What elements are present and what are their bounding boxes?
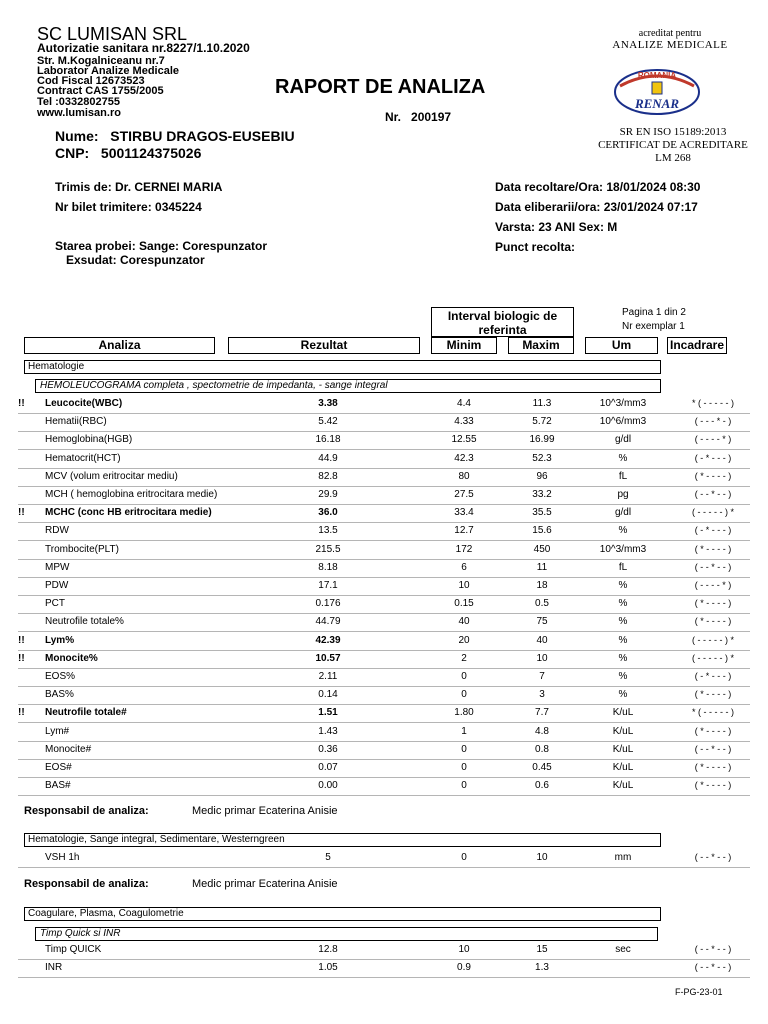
row-class: ( * - - - - ) xyxy=(694,470,732,481)
row-um: 10^3/mm3 xyxy=(599,398,647,409)
report-number-label: Nr. xyxy=(385,110,402,124)
row-max: 10 xyxy=(536,852,548,863)
row-max: 11.3 xyxy=(532,398,552,409)
row-um: % xyxy=(618,616,628,628)
row-flag: !! xyxy=(18,652,25,664)
row-result: 12.8 xyxy=(318,944,338,955)
row-name: Leucocite(WBC) xyxy=(45,398,123,409)
row-class: ( - - * - - ) xyxy=(694,489,732,499)
row-result: 0.36 xyxy=(318,743,338,755)
row-name: INR xyxy=(45,962,63,973)
patient-cnp xyxy=(55,145,201,161)
row-um: pg xyxy=(617,489,629,500)
row-class: ( - * - - - ) xyxy=(694,525,732,536)
report-number-value: 200197 xyxy=(411,110,452,124)
row-class: ( - - * - - ) xyxy=(694,561,732,572)
row-name: BAS# xyxy=(45,780,71,792)
row-min: 42.3 xyxy=(454,452,474,464)
company-address: Str. M.Kogalniceanu nr.7 xyxy=(37,55,165,67)
row-result: 44.79 xyxy=(315,616,341,628)
age-sex: Varsta: 23 ANI Sex: M xyxy=(495,220,618,234)
table-row xyxy=(18,613,750,632)
row-result: 0.14 xyxy=(318,689,338,701)
row-result: 1.43 xyxy=(318,725,338,737)
row-min: 1.80 xyxy=(454,707,474,719)
row-min: 1 xyxy=(461,725,467,737)
table-row xyxy=(18,395,750,414)
row-min: 4.4 xyxy=(457,398,471,409)
row-class: ( * - - - - ) xyxy=(694,543,732,554)
ticket-number: Nr bilet trimitere: 0345224 xyxy=(55,200,202,214)
row-max: 3 xyxy=(539,689,545,701)
row-name: MPW xyxy=(45,561,70,573)
table-row xyxy=(18,413,750,432)
row-um: g/dl xyxy=(614,507,632,519)
row-class: ( - - - - * ) xyxy=(694,434,732,445)
page-number: Pagina 1 din 2 xyxy=(622,307,686,318)
table-row xyxy=(18,595,750,614)
row-result: 5.42 xyxy=(318,416,338,428)
table-row xyxy=(18,559,750,578)
row-min: 0.9 xyxy=(457,962,471,973)
row-min: 20 xyxy=(458,634,470,646)
table-row xyxy=(18,504,750,523)
row-max: 96 xyxy=(536,470,548,482)
row-name: PCT xyxy=(45,598,65,610)
table-row xyxy=(18,577,750,596)
row-max: 18 xyxy=(536,580,548,591)
row-result: 0.00 xyxy=(318,780,338,792)
col-header-um: Um xyxy=(585,337,658,354)
row-max: 0.45 xyxy=(532,762,552,773)
table-row xyxy=(18,450,750,469)
responsible-label: Responsabil de analiza: xyxy=(24,805,149,817)
table-row xyxy=(18,522,750,541)
row-class: ( - - * - - ) xyxy=(694,944,732,954)
row-name: EOS% xyxy=(45,671,76,682)
row-class: ( - - - - - ) * xyxy=(692,652,734,663)
row-um: 10^3/mm3 xyxy=(599,543,647,555)
section-vsh: Hematologie, Sange integral, Sedimentare, Westerngreen xyxy=(24,833,661,847)
report-title: RAPORT DE ANALIZA xyxy=(275,76,486,98)
row-min: 4.33 xyxy=(454,416,474,428)
table-row xyxy=(18,686,750,705)
row-flag: !! xyxy=(18,634,25,646)
row-max: 16.99 xyxy=(529,434,555,446)
row-max: 11 xyxy=(536,561,548,573)
row-um: g/dl xyxy=(614,434,632,446)
patient-name xyxy=(55,128,295,144)
row-max: 40 xyxy=(536,634,548,646)
table-row xyxy=(18,941,750,960)
row-name: Hematocrit(HCT) xyxy=(45,452,121,464)
row-name: Lym# xyxy=(45,725,70,737)
row-result: 17.1 xyxy=(318,580,338,591)
row-min: 12.7 xyxy=(454,525,474,537)
row-min: 0 xyxy=(461,671,467,682)
row-max: 75 xyxy=(536,616,548,628)
responsible-name: Medic primar Ecaterina Anisie xyxy=(192,878,338,890)
row-min: 0 xyxy=(461,852,467,863)
row-min: 0 xyxy=(461,762,467,773)
row-result: 42.39 xyxy=(315,634,341,646)
row-name: VSH 1h xyxy=(45,852,80,863)
row-flag: !! xyxy=(18,398,25,409)
row-max: 0.6 xyxy=(535,780,549,792)
row-max: 7.7 xyxy=(535,707,549,719)
row-min: 10 xyxy=(458,580,470,591)
row-max: 450 xyxy=(533,543,551,555)
section-coagulation: Coagulare, Plasma, Coagulometrie xyxy=(24,907,661,921)
company-phone: Tel :0332802755 xyxy=(37,96,120,108)
row-um: % xyxy=(618,652,628,664)
table-row xyxy=(18,959,750,978)
row-class: ( - - - - - ) * xyxy=(692,634,734,645)
row-um: % xyxy=(618,634,628,646)
company-fiscal-code: Cod Fiscal 12673523 xyxy=(37,75,145,87)
row-um: sec xyxy=(615,944,631,955)
row-min: 0 xyxy=(461,743,467,755)
row-result: 29.9 xyxy=(318,489,338,500)
table-row xyxy=(18,704,750,723)
interval-header: Interval biologic de referinta xyxy=(431,307,574,337)
row-um: % xyxy=(618,452,628,464)
row-um: K/uL xyxy=(612,725,634,737)
col-header-class: Incadrare xyxy=(667,337,727,354)
row-result: 2.11 xyxy=(318,671,338,682)
table-row xyxy=(18,486,750,505)
report-number xyxy=(385,110,451,124)
row-um: K/uL xyxy=(612,707,634,719)
row-max: 0.5 xyxy=(535,598,549,610)
responsible-label: Responsabil de analiza: xyxy=(24,878,149,890)
row-max: 35.5 xyxy=(532,507,552,519)
row-class: ( - - - - * ) xyxy=(694,580,732,590)
accreditation-main: ANALIZE MEDICALE xyxy=(612,39,728,51)
table-row xyxy=(18,632,750,651)
row-name: Monocite% xyxy=(45,652,98,664)
collection-date: Data recoltare/Ora: 18/01/2024 08:30 xyxy=(495,180,701,194)
row-um: K/uL xyxy=(612,743,634,755)
row-min: 33.4 xyxy=(454,507,474,519)
table-row xyxy=(18,777,750,796)
row-result: 13.5 xyxy=(318,525,338,537)
row-min: 6 xyxy=(461,561,467,573)
row-name: Neutrofile totale% xyxy=(45,616,124,628)
row-min: 80 xyxy=(458,470,470,482)
row-um: % xyxy=(618,525,628,537)
table-row-vsh xyxy=(18,849,750,868)
row-um: K/uL xyxy=(612,762,634,773)
section-hemoleucogram: HEMOLEUCOGRAMA completa , spectometrie de impedanta, - sange integral xyxy=(35,379,661,393)
sample-state: Starea probei: Sange: Corespunzator xyxy=(55,239,268,253)
row-max: 0.8 xyxy=(535,743,549,755)
row-result: 8.18 xyxy=(318,561,338,573)
row-class: ( * - - - - ) xyxy=(694,616,732,627)
row-class: ( - - * - - ) xyxy=(694,743,732,754)
row-name: Lym% xyxy=(45,634,75,646)
row-result: 44.9 xyxy=(318,452,338,464)
certificate-block xyxy=(578,126,768,165)
row-max: 10 xyxy=(536,652,548,664)
row-result: 16.18 xyxy=(315,434,341,446)
row-name: Trombocite(PLT) xyxy=(45,543,119,555)
row-max: 5.72 xyxy=(532,416,552,428)
certificate-standard: SR EN ISO 15189:2013 xyxy=(619,126,727,138)
section-quick-inr: Timp Quick si INR xyxy=(35,927,658,941)
row-flag: !! xyxy=(18,507,25,519)
row-max: 4.8 xyxy=(535,725,549,737)
table-row xyxy=(18,668,750,687)
row-class: ( * - - - - ) xyxy=(694,598,732,609)
row-um: mm xyxy=(614,852,632,863)
responsible-vsh xyxy=(24,878,338,890)
row-result: 0.176 xyxy=(315,598,341,610)
section-hematology: Hematologie xyxy=(24,360,661,374)
row-name: Monocite# xyxy=(45,743,92,755)
row-name: RDW xyxy=(45,525,69,537)
row-class: ( - * - - - ) xyxy=(694,452,732,463)
row-min: 172 xyxy=(455,543,473,555)
row-class: ( * - - - - ) xyxy=(694,725,732,736)
row-result: 10.57 xyxy=(315,652,341,664)
certificate-title: CERTIFICAT DE ACREDITARE xyxy=(598,139,748,151)
row-name: MCV (volum eritrocitar mediu) xyxy=(45,470,178,482)
table-row xyxy=(18,741,750,760)
collection-point: Punct recolta: xyxy=(495,240,576,254)
row-um: % xyxy=(618,671,628,682)
row-um: % xyxy=(618,598,628,610)
row-result: 82.8 xyxy=(318,470,338,482)
row-name: Hemoglobina(HGB) xyxy=(45,434,133,446)
table-row xyxy=(18,723,750,742)
row-min: 0 xyxy=(461,689,467,701)
row-name: Neutrofile totale# xyxy=(45,707,127,719)
row-min: 10 xyxy=(458,944,470,955)
row-name: BAS% xyxy=(45,689,74,701)
row-name: MCHC (conc HB eritrocitara medie) xyxy=(45,507,212,519)
row-max: 15 xyxy=(536,944,548,955)
row-um: fL xyxy=(618,561,628,573)
table-row xyxy=(18,431,750,450)
row-um: K/uL xyxy=(612,780,634,792)
col-header-min: Minim xyxy=(431,337,497,354)
row-um: % xyxy=(618,689,628,701)
row-max: 33.2 xyxy=(532,489,552,500)
col-header-result: Rezultat xyxy=(228,337,420,354)
row-um: 10^6/mm3 xyxy=(599,416,647,428)
row-min: 0.15 xyxy=(454,598,474,610)
row-result: 3.38 xyxy=(318,398,338,409)
row-class: ( - - * - - ) xyxy=(694,852,732,862)
row-name: Hematii(RBC) xyxy=(45,416,107,428)
responsible-name: Medic primar Ecaterina Anisie xyxy=(192,805,338,817)
row-um: fL xyxy=(618,470,628,482)
row-class: * ( - - - - - ) xyxy=(692,707,734,718)
certificate-number: LM 268 xyxy=(655,152,691,164)
row-class: ( - * - - - ) xyxy=(694,671,732,681)
row-max: 52.3 xyxy=(532,452,552,464)
company-website: www.lumisan.ro xyxy=(37,107,121,119)
renar-logo-bottom-text: RENAR xyxy=(634,96,680,111)
row-max: 1.3 xyxy=(535,962,549,973)
patient-name-label: Nume: xyxy=(55,128,99,144)
renar-logo-top-text: ROMANIA xyxy=(637,71,677,80)
row-max: 7 xyxy=(539,671,545,682)
row-min: 12.55 xyxy=(451,434,477,446)
form-code: F-PG-23-01 xyxy=(675,987,723,997)
table-row xyxy=(18,759,750,778)
company-name: SC LUMISAN SRL xyxy=(37,24,188,44)
accreditation-top: acreditat pentru xyxy=(638,28,702,39)
row-name: EOS# xyxy=(45,762,72,773)
row-min: 27.5 xyxy=(454,489,474,500)
row-class: * ( - - - - - ) xyxy=(692,398,734,408)
row-class: ( * - - - - ) xyxy=(694,762,732,772)
exudate-state: Exsudat: Corespunzator xyxy=(66,253,205,267)
col-header-analysis: Analiza xyxy=(24,337,215,354)
row-result: 5 xyxy=(325,852,331,863)
table-row xyxy=(18,541,750,560)
row-um: % xyxy=(618,580,628,591)
row-min: 40 xyxy=(458,616,470,628)
release-date: Data eliberarii/ora: 23/01/2024 07:17 xyxy=(495,200,698,214)
company-lab: Laborator Analize Medicale xyxy=(37,65,180,77)
accreditation-header xyxy=(585,28,755,51)
row-class: ( * - - - - ) xyxy=(694,689,732,700)
sent-by: Trimis de: Dr. CERNEI MARIA xyxy=(55,180,223,194)
table-row xyxy=(18,468,750,487)
row-max: 15.6 xyxy=(532,525,552,537)
row-name: Timp QUICK xyxy=(45,944,102,955)
row-class: ( - - - - - ) * xyxy=(692,507,734,518)
row-result: 1.51 xyxy=(318,707,338,719)
row-name: PDW xyxy=(45,580,69,591)
col-header-max: Maxim xyxy=(508,337,574,354)
renar-logo-icon xyxy=(612,64,702,118)
row-class: ( * - - - - ) xyxy=(694,780,732,791)
row-result: 215.5 xyxy=(315,543,341,555)
row-result: 1.05 xyxy=(318,962,338,973)
responsible-hemogram xyxy=(24,805,338,817)
row-min: 0 xyxy=(461,780,467,792)
patient-name-value: STIRBU DRAGOS-EUSEBIU xyxy=(110,128,295,144)
patient-cnp-value: 5001124375026 xyxy=(100,145,202,161)
row-result: 0.07 xyxy=(318,762,338,773)
patient-cnp-label: CNP: xyxy=(55,145,90,161)
company-contract: Contract CAS 1755/2005 xyxy=(37,85,164,97)
row-class: ( - - - * - ) xyxy=(694,416,732,427)
row-result: 36.0 xyxy=(318,507,338,519)
copy-number: Nr exemplar 1 xyxy=(622,321,685,332)
row-name: MCH ( hemoglobina eritrocitara medie) xyxy=(45,489,218,500)
row-flag: !! xyxy=(18,707,25,719)
table-row xyxy=(18,650,750,669)
row-min: 2 xyxy=(461,652,467,664)
company-authorization: Autorizatie sanitara nr.8227/1.10.2020 xyxy=(37,41,250,55)
row-class: ( - - * - - ) xyxy=(694,962,732,972)
